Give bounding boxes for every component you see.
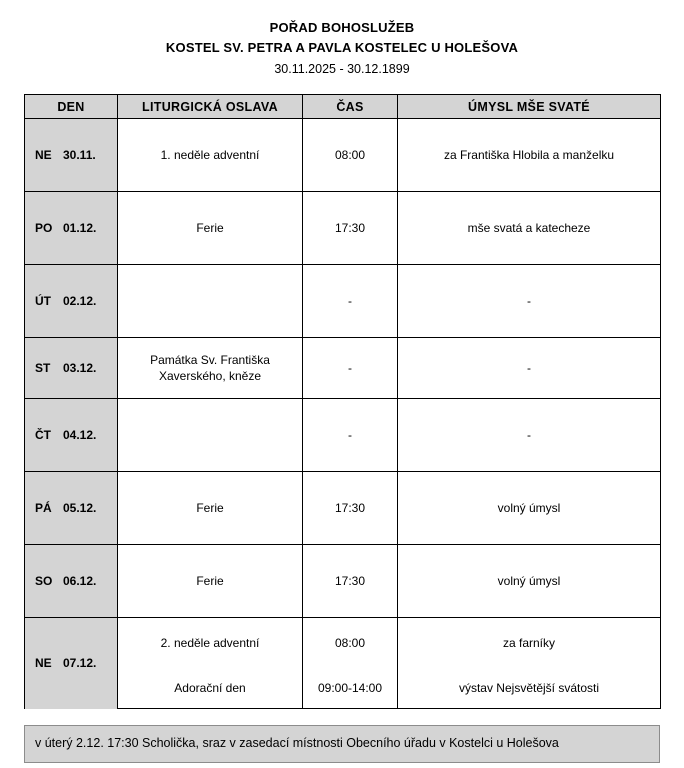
intention-cell: - <box>398 399 661 472</box>
intention-cell: volný úmysl <box>398 472 661 545</box>
day-of-week: ČT <box>35 428 51 442</box>
column-header-time: ČAS <box>303 95 398 119</box>
day-date: 04.12. <box>63 428 97 442</box>
liturgy-cell: Památka Sv. Františka Xaverského, kněze <box>118 338 303 399</box>
liturgy-cell <box>118 399 303 472</box>
time-cell: 08:00 <box>303 618 398 669</box>
liturgy-cell <box>118 265 303 338</box>
time-cell: 17:30 <box>303 472 398 545</box>
table-row <box>25 472 661 545</box>
day-cell <box>25 338 118 399</box>
table-row <box>25 265 661 338</box>
column-header-day: DEN <box>25 95 118 119</box>
document-header <box>24 18 660 79</box>
day-cell <box>25 192 118 265</box>
table-body <box>25 119 661 709</box>
time-cell: 17:30 <box>303 192 398 265</box>
day-date: 05.12. <box>63 501 97 515</box>
time-cell-extra: 09:00-14:00 <box>303 668 398 709</box>
day-date: 02.12. <box>63 294 97 308</box>
intention-cell: - <box>398 338 661 399</box>
day-of-week: SO <box>35 574 53 588</box>
table-header-row <box>25 95 661 119</box>
day-of-week: ÚT <box>35 294 51 308</box>
table-row <box>25 119 661 192</box>
intention-cell: mše svatá a katecheze <box>398 192 661 265</box>
liturgy-cell: Ferie <box>118 192 303 265</box>
day-cell <box>25 265 118 338</box>
time-cell: - <box>303 399 398 472</box>
day-cell <box>25 119 118 192</box>
column-header-intention: ÚMYSL MŠE SVATÉ <box>398 95 661 119</box>
day-cell <box>25 472 118 545</box>
time-cell: 08:00 <box>303 119 398 192</box>
day-date: 30.11. <box>63 148 96 162</box>
title-line-2: KOSTEL SV. PETRA A PAVLA KOSTELEC U HOLEŠOVA <box>165 40 519 55</box>
table-row <box>25 338 661 399</box>
table-row <box>25 545 661 618</box>
table-row <box>25 399 661 472</box>
table-header <box>25 95 661 119</box>
schedule-table <box>24 94 661 709</box>
table-subrow <box>25 668 661 709</box>
liturgy-cell: 2. neděle adventní <box>118 618 303 669</box>
intention-cell: - <box>398 265 661 338</box>
day-date: 01.12. <box>63 221 97 235</box>
liturgy-cell: Ferie <box>118 472 303 545</box>
table-row <box>25 192 661 265</box>
day-cell <box>25 545 118 618</box>
day-of-week: PO <box>35 221 53 235</box>
day-date: 07.12. <box>63 656 97 671</box>
intention-cell: za Františka Hlobila a manželku <box>398 119 661 192</box>
day-cell <box>25 618 118 709</box>
day-date: 06.12. <box>63 574 97 588</box>
intention-cell: volný úmysl <box>398 545 661 618</box>
time-cell: 17:30 <box>303 545 398 618</box>
liturgy-cell: Ferie <box>118 545 303 618</box>
time-cell: - <box>303 338 398 399</box>
day-date: 03.12. <box>63 361 97 375</box>
day-of-week: PÁ <box>35 501 52 515</box>
footer-note: v úterý 2.12. 17:30 Scholička, sraz v zasedací místnosti Obecního úřadu v Kostelci u Holešova <box>24 725 660 763</box>
table-row <box>25 618 661 669</box>
liturgy-cell: 1. neděle adventní <box>118 119 303 192</box>
day-of-week: ST <box>35 361 51 375</box>
intention-cell-extra: výstav Nejsvětější svátosti <box>398 668 661 709</box>
intention-cell: za farníky <box>398 618 661 669</box>
title-line-1: POŘAD BOHOSLUŽEB <box>269 20 415 35</box>
column-header-liturgy: LITURGICKÁ OSLAVA <box>118 95 303 119</box>
day-of-week: NE <box>35 148 52 162</box>
time-cell: - <box>303 265 398 338</box>
day-cell <box>25 399 118 472</box>
day-of-week: NE <box>35 656 52 671</box>
date-range: 30.11.2025 - 30.12.1899 <box>274 62 410 76</box>
liturgy-cell-extra: Adorační den <box>118 668 303 709</box>
